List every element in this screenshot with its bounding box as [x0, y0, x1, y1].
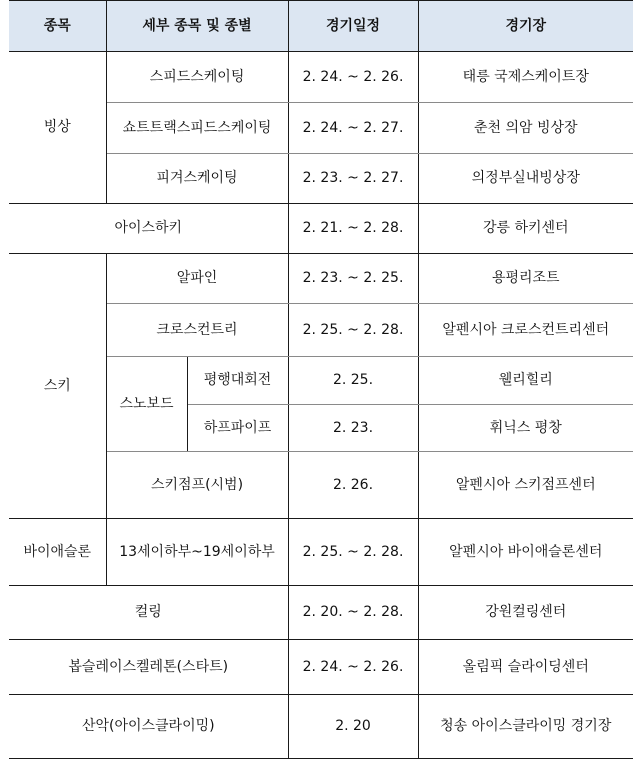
schedule-cell: 2. 24. ~ 2. 26. — [288, 52, 418, 103]
table-header-row — [9, 1, 633, 52]
event-cell: 알파인 — [106, 254, 288, 304]
venue-cell: 태릉 국제스케이트장 — [418, 52, 633, 103]
venue-cell: 알펜시아 크로스컨트리센터 — [418, 304, 633, 357]
event-cell: 크로스컨트리 — [106, 304, 288, 357]
schedule-cell: 2. 20 — [288, 695, 418, 759]
event-cell: 산악(아이스클라이밍) — [9, 695, 288, 759]
table-row — [9, 586, 633, 640]
schedule-cell: 2. 21. ~ 2. 28. — [288, 204, 418, 254]
competition-schedule-table — [9, 0, 633, 759]
schedule-cell: 2. 24. ~ 2. 26. — [288, 640, 418, 695]
schedule-cell: 2. 25. ~ 2. 28. — [288, 304, 418, 357]
event-cell: 아이스하키 — [9, 204, 288, 254]
sport-biathlon: 바이애슬론 — [9, 519, 106, 586]
venue-cell: 알펜시아 스키점프센터 — [418, 452, 633, 519]
venue-cell: 용평리조트 — [418, 254, 633, 304]
venue-cell: 알펜시아 바이애슬론센터 — [418, 519, 633, 586]
venue-cell: 청송 아이스클라이밍 경기장 — [418, 695, 633, 759]
venue-cell: 강원컬링센터 — [418, 586, 633, 640]
table-row — [9, 52, 633, 103]
table-row — [9, 254, 633, 304]
sport-ski: 스키 — [9, 254, 106, 519]
table-row — [9, 204, 633, 254]
table-row — [9, 640, 633, 695]
subevent-cell: 평행대회전 — [187, 357, 288, 405]
event-cell: 컬링 — [9, 586, 288, 640]
table-row — [9, 695, 633, 759]
event-snowboard: 스노보드 — [106, 357, 187, 452]
subevent-cell: 하프파이프 — [187, 405, 288, 452]
event-cell: 쇼트트랙스피드스케이팅 — [106, 103, 288, 154]
venue-cell: 웰리힐리 — [418, 357, 633, 405]
event-cell: 봅슬레이스켈레톤(스타트) — [9, 640, 288, 695]
venue-cell: 춘천 의암 빙상장 — [418, 103, 633, 154]
event-cell: 피겨스케이팅 — [106, 154, 288, 204]
venue-cell: 의정부실내빙상장 — [418, 154, 633, 204]
header-venue: 경기장 — [418, 1, 633, 52]
header-event: 세부 종목 및 종별 — [106, 1, 288, 52]
venue-cell: 올림픽 슬라이딩센터 — [418, 640, 633, 695]
event-cell: 스피드스케이팅 — [106, 52, 288, 103]
sport-ice: 빙상 — [9, 52, 106, 204]
venue-cell: 강릉 하키센터 — [418, 204, 633, 254]
schedule-cell: 2. 24. ~ 2. 27. — [288, 103, 418, 154]
event-cell: 13세이하부~19세이하부 — [106, 519, 288, 586]
header-schedule: 경기일정 — [288, 1, 418, 52]
schedule-cell: 2. 25. — [288, 357, 418, 405]
table-row — [9, 519, 633, 586]
schedule-cell: 2. 23. ~ 2. 27. — [288, 154, 418, 204]
event-cell: 스키점프(시범) — [106, 452, 288, 519]
header-sport: 종목 — [9, 1, 106, 52]
schedule-cell: 2. 26. — [288, 452, 418, 519]
schedule-cell: 2. 23. ~ 2. 25. — [288, 254, 418, 304]
schedule-cell: 2. 25. ~ 2. 28. — [288, 519, 418, 586]
venue-cell: 휘닉스 평창 — [418, 405, 633, 452]
schedule-cell: 2. 23. — [288, 405, 418, 452]
schedule-cell: 2. 20. ~ 2. 28. — [288, 586, 418, 640]
